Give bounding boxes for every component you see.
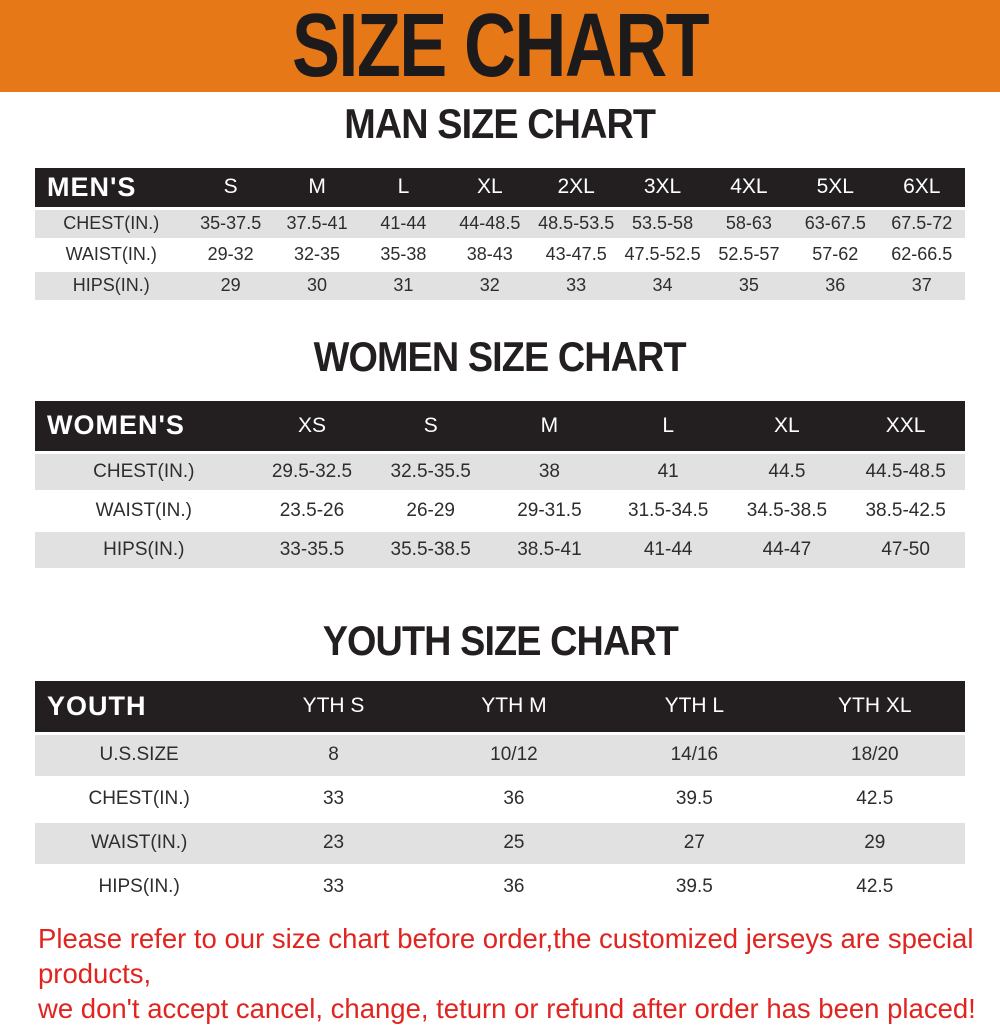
- women-size-section: [35, 333, 965, 572]
- size-value-cell: 44.5: [768, 461, 806, 482]
- size-value-cell: 26-29: [406, 500, 455, 521]
- youth-section-heading: YOUTH SIZE CHART: [322, 617, 678, 664]
- title-banner: [0, 0, 1000, 96]
- size-value-cell: 48.5-53.5: [538, 213, 615, 233]
- size-value-cell: 32.5-35.5: [390, 461, 471, 482]
- size-value-cell: 29: [220, 275, 241, 295]
- size-value-cell: 23: [322, 832, 345, 853]
- measurement-row-label: HIPS(IN.): [98, 876, 180, 897]
- youth-size-table: [35, 681, 965, 911]
- size-value-cell: 33: [322, 788, 345, 809]
- size-value-cell: 30: [307, 275, 328, 295]
- disclaimer-line-2: we don't accept cancel, change, teturn or refund after order has been placed!: [38, 992, 976, 1024]
- size-value-cell: 33-35.5: [279, 539, 345, 560]
- size-value-cell: 38.5-41: [517, 539, 582, 560]
- size-column-header: YTH M: [424, 681, 604, 733]
- measurement-row-label: WAIST(IN.): [65, 244, 157, 264]
- size-value-cell: 29-32: [207, 244, 254, 264]
- size-value-cell: 38-43: [466, 244, 513, 264]
- size-value-cell: 31.5-34.5: [628, 500, 709, 521]
- size-column-header: S: [188, 168, 274, 208]
- table-row: [35, 865, 965, 909]
- size-value-cell: 32-35: [294, 244, 341, 264]
- size-value-cell: 34.5-38.5: [746, 500, 828, 521]
- size-value-cell: 41-44: [380, 213, 427, 233]
- measurement-row-label: CHEST(IN.): [93, 461, 195, 482]
- disclaimer-note: [38, 921, 1000, 1026]
- size-value-cell: 33: [322, 876, 345, 897]
- youth-heading-wrap: [35, 617, 965, 665]
- size-value-cell: 8: [328, 744, 339, 765]
- size-value-cell: 35: [738, 275, 759, 295]
- size-value-cell: 37.5-41: [286, 213, 348, 233]
- men-size-table: [35, 168, 965, 303]
- size-value-cell: 58-63: [725, 213, 772, 233]
- measurement-row-label: WAIST(IN.): [95, 500, 192, 521]
- women-section-heading: WOMEN SIZE CHART: [314, 332, 686, 380]
- size-value-cell: 32: [479, 275, 500, 295]
- youth-header-row: [35, 681, 965, 733]
- youth-size-section: [35, 617, 965, 911]
- table-corner-label: WOMEN'S: [35, 401, 253, 453]
- content-area: [35, 100, 965, 911]
- size-column-header: 6XL: [879, 168, 966, 208]
- size-value-cell: 42.5: [856, 788, 894, 809]
- measurement-row-label: HIPS(IN.): [103, 539, 185, 560]
- size-value-cell: 52.5-57: [718, 244, 780, 264]
- size-value-cell: 35-38: [380, 244, 427, 264]
- measurement-row-label: HIPS(IN.): [72, 275, 150, 295]
- size-column-header: M: [490, 401, 609, 453]
- size-column-header: 5XL: [792, 168, 878, 208]
- size-value-cell: 39.5: [675, 788, 713, 809]
- size-value-cell: 36: [503, 788, 525, 809]
- size-value-cell: 62-66.5: [891, 244, 953, 264]
- table-corner-label: MEN'S: [35, 168, 188, 208]
- men-section-heading: MAN SIZE CHART: [344, 100, 656, 147]
- women-heading-wrap: [35, 333, 965, 381]
- size-value-cell: 47-50: [881, 539, 930, 560]
- size-value-cell: 31: [393, 275, 414, 295]
- size-value-cell: 34: [652, 275, 673, 295]
- size-value-cell: 35-37.5: [200, 213, 262, 233]
- table-row: [35, 208, 965, 239]
- table-row: [35, 239, 965, 270]
- size-value-cell: 35.5-38.5: [390, 539, 471, 560]
- size-value-cell: 36: [825, 275, 846, 295]
- size-value-cell: 42.5: [856, 876, 894, 897]
- measurement-row-label: WAIST(IN.): [90, 832, 188, 853]
- size-value-cell: 67.5-72: [891, 213, 953, 233]
- women-size-table: [35, 401, 965, 572]
- size-value-cell: 41: [657, 461, 679, 482]
- size-column-header: S: [371, 401, 490, 453]
- table-row: [35, 733, 965, 777]
- size-value-cell: 44-48.5: [459, 213, 521, 233]
- table-row: [35, 453, 965, 492]
- page-title: SIZE CHART: [292, 0, 708, 96]
- size-value-cell: 27: [683, 832, 705, 853]
- size-value-cell: 44.5-48.5: [865, 461, 946, 482]
- size-value-cell: 33: [566, 275, 587, 295]
- size-value-cell: 38.5-42.5: [865, 500, 946, 521]
- size-value-cell: 25: [503, 832, 525, 853]
- men-header-row: [35, 168, 965, 208]
- size-column-header: L: [609, 401, 728, 453]
- size-value-cell: 14/16: [670, 744, 719, 765]
- size-value-cell: 23.5-26: [279, 500, 345, 521]
- measurement-row-label: U.S.SIZE: [99, 744, 179, 765]
- women-header-row: [35, 401, 965, 453]
- table-row: [35, 531, 965, 570]
- size-value-cell: 18/20: [851, 744, 899, 765]
- size-value-cell: 37: [911, 275, 932, 295]
- size-value-cell: 29.5-32.5: [271, 461, 353, 482]
- size-value-cell: 38: [538, 461, 560, 482]
- men-heading-wrap: [35, 100, 965, 148]
- size-value-cell: 43-47.5: [545, 244, 607, 264]
- size-column-header: XL: [447, 168, 533, 208]
- size-value-cell: 57-62: [812, 244, 859, 264]
- table-row: [35, 492, 965, 531]
- size-value-cell: 39.5: [675, 876, 713, 897]
- size-value-cell: 53.5-58: [632, 213, 694, 233]
- measurement-row-label: CHEST(IN.): [88, 788, 190, 809]
- size-column-header: 2XL: [533, 168, 619, 208]
- size-value-cell: 47.5-52.5: [624, 244, 701, 264]
- size-value-cell: 44-47: [762, 539, 812, 560]
- table-corner-label: YOUTH: [35, 681, 243, 733]
- disclaimer-line-1: Please refer to our size chart before order,the customized jerseys are special products,: [38, 922, 974, 989]
- size-column-header: YTH L: [604, 681, 784, 733]
- size-value-cell: 36: [503, 876, 525, 897]
- men-size-section: [35, 100, 965, 303]
- size-column-header: XS: [253, 401, 372, 453]
- table-row: [35, 777, 965, 821]
- size-value-cell: 29: [864, 832, 886, 853]
- table-row: [35, 270, 965, 301]
- table-row: [35, 821, 965, 865]
- size-value-cell: 29-31.5: [517, 500, 582, 521]
- size-column-header: YTH XL: [785, 681, 965, 733]
- size-column-header: YTH S: [243, 681, 423, 733]
- size-column-header: L: [360, 168, 446, 208]
- measurement-row-label: CHEST(IN.): [63, 213, 160, 233]
- size-value-cell: 10/12: [490, 744, 538, 765]
- size-value-cell: 41-44: [643, 539, 693, 560]
- size-column-header: 4XL: [706, 168, 792, 208]
- size-column-header: 3XL: [619, 168, 705, 208]
- size-column-header: XXL: [846, 401, 965, 453]
- size-value-cell: 63-67.5: [804, 213, 866, 233]
- size-column-header: M: [274, 168, 360, 208]
- size-column-header: XL: [728, 401, 847, 453]
